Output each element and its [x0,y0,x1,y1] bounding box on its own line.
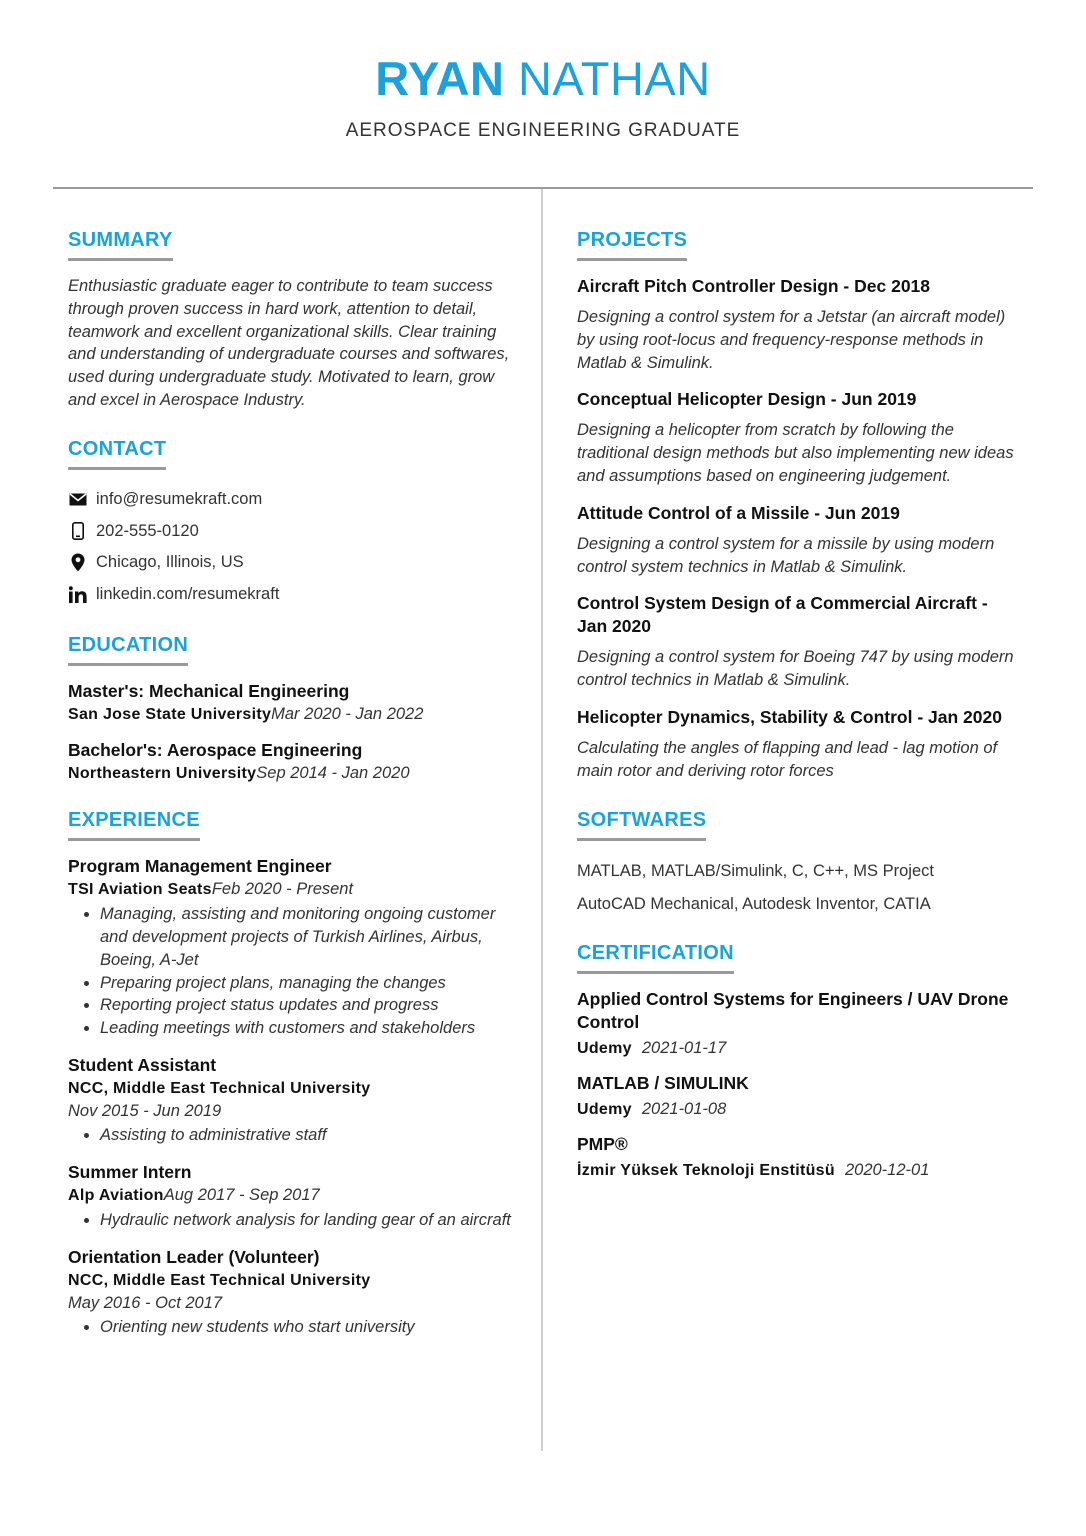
project-description: Designing a control system for Boeing 747 by using modern control technics in Matlab & Simulink. [577,648,1014,690]
certification-item [577,1133,1022,1182]
job-bullets [68,1124,516,1147]
certification-item [577,1072,1022,1121]
summary-text: Enthusiastic graduate eager to contribute to team success through proven success in hard work, attention to detail, teamwork and excellent organizational skills. Clear training and understanding of undergraduate courses and softwares, used during undergraduate study. Motivated to learn, grow and excel in Aerospace Industry. [68,277,510,409]
bullet-item: • Leading meetings with customers and stakeholders [100,1017,516,1040]
certification-date: 2021-01-17 [641,1038,727,1057]
experience-item [68,1054,516,1147]
project-description: Calculating the angles of flapping and lead - lag motion of main rotor and deriving rotor forces [577,738,998,780]
software-line: MATLAB, MATLAB/Simulink, C, C++, MS Project [577,861,934,880]
job-role: Student Assistant [68,1054,217,1075]
education-dates: Mar 2020 - Jan 2022 [271,705,424,724]
experience-item [68,855,516,1040]
education-item [68,680,516,726]
contact-email[interactable] [68,484,516,516]
header-divider [53,187,1033,189]
certification-title: PMP® [577,1133,628,1154]
project-description: Designing a control system for a missile by using modern control system technics in Matlab & Simulink. [577,534,995,576]
project-title: Aircraft Pitch Controller Design - Dec 2018 [577,276,931,296]
project-item [577,275,1022,374]
certification-heading: CERTIFICATION [577,942,734,974]
project-item [577,706,1022,783]
job-role: Program Management Engineer [68,856,332,877]
linkedin-icon [68,584,88,604]
experience-item [68,1246,516,1339]
contact-phone-text: 202-555-0120 [96,521,199,540]
resume-header [0,0,1086,142]
job-title: AEROSPACE ENGINEERING GRADUATE [345,120,741,141]
certification-date: 2021-01-08 [641,1099,727,1118]
contact-heading: CONTACT [68,438,166,470]
job-role: Orientation Leader (Volunteer) [68,1246,320,1267]
employer: NCC, Middle East Technical University [68,1271,371,1289]
school: San Jose State University [68,706,272,724]
left-column [68,229,516,1352]
certification-issuer: Udemy [577,1100,632,1118]
project-description: Designing a helicopter from scratch by following the traditional design methods but also implementing new ideas and assumptions based on engineering judgement. [577,421,1014,485]
certification-date: 2020-12-01 [844,1160,930,1179]
contact-list [68,484,516,610]
project-item [577,502,1022,579]
education-item [68,739,516,785]
bullet-item: • Reporting project status updates and progress [100,994,516,1017]
project-item [577,592,1022,692]
school: Northeastern University [68,765,257,783]
bullet-item: • Orienting new students who start university [100,1316,516,1339]
column-divider [541,189,543,1451]
job-bullets [68,1209,516,1232]
degree: Bachelor's: Aerospace Engineering [68,740,363,761]
job-dates: Aug 2017 - Sep 2017 [163,1185,320,1204]
projects-heading: PROJECTS [577,229,687,261]
experience-heading: EXPERIENCE [68,809,200,841]
location-pin-icon [68,553,88,573]
right-column [577,229,1022,1194]
project-title: Conceptual Helicopter Design - Jun 2019 [577,389,917,410]
bullet-item: • Preparing project plans, managing the changes [100,972,516,995]
degree: Master's: Mechanical Engineering [68,681,350,702]
job-role: Summer Intern [68,1161,192,1182]
project-description: Designing a control system for a Jetstar (an aircraft model) by using root-locus and frequency-response methods in Matlab & Simulink. [577,308,1006,372]
experience-item [68,1161,516,1232]
project-item [577,388,1022,487]
contact-location [68,547,516,579]
bullet-item: • Hydraulic network analysis for landing gear of an aircraft [100,1209,516,1232]
bullet-item: • Assisting to administrative staff [100,1124,516,1147]
employer: Alp Aviation [68,1186,164,1204]
last-name: NATHAN [517,52,711,105]
employer: NCC, Middle East Technical University [68,1079,371,1097]
certification-issuer: İzmir Yüksek Teknoloji Enstitüsü [577,1161,835,1179]
job-dates: May 2016 - Oct 2017 [68,1293,223,1312]
certification-title: Applied Control Systems for Engineers / UAV Drone Control [577,988,1009,1032]
envelope-icon [68,490,88,510]
bullet-item: • Managing, assisting and monitoring ongoing customer and development projects of Turkish Airlines, Airbus, Boeing, A-Jet [100,903,516,971]
certification-item [577,988,1022,1060]
contact-phone[interactable] [68,515,516,547]
education-dates: Sep 2014 - Jan 2020 [256,764,410,783]
phone-icon [68,521,88,541]
contact-linkedin[interactable] [68,579,516,611]
job-bullets [68,1316,516,1339]
contact-email-text: info@resumekraft.com [96,490,263,509]
candidate-name [0,52,1086,106]
software-line: AutoCAD Mechanical, Autodesk Inventor, CATIA [577,894,931,913]
job-dates: Nov 2015 - Jun 2019 [68,1101,222,1120]
education-heading: EDUCATION [68,634,188,666]
project-title: Attitude Control of a Missile - Jun 2019 [577,502,900,523]
contact-location-text: Chicago, Illinois, US [96,553,244,572]
summary-heading: SUMMARY [68,229,173,261]
job-bullets [68,903,516,1040]
project-title: Helicopter Dynamics, Stability & Control - Jan 2020 [577,706,1002,727]
first-name: RYAN [375,52,505,105]
contact-linkedin-text: linkedin.com/resumekraft [96,584,280,603]
job-dates: Feb 2020 - Present [211,880,354,899]
softwares-heading: SOFTWARES [577,809,706,841]
employer: TSI Aviation Seats [68,881,212,899]
certification-issuer: Udemy [577,1039,632,1057]
certification-title: MATLAB / SIMULINK [577,1072,749,1093]
project-title: Control System Design of a Commercial Aircraft - Jan 2020 [577,593,988,637]
